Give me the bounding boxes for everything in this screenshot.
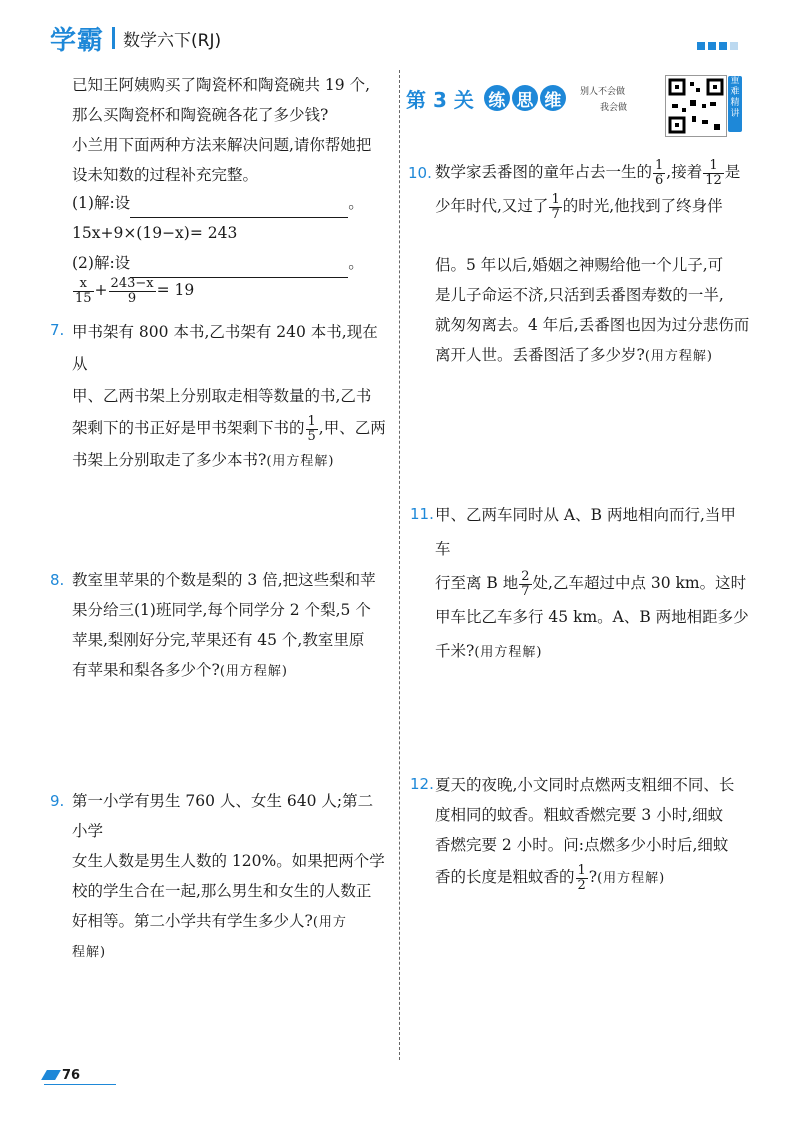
- q7-line: ,甲、乙两: [318, 419, 386, 437]
- page-underline: [44, 1084, 116, 1085]
- solution-1-label: (1)解:设: [72, 194, 131, 212]
- solution-end: 。: [348, 194, 364, 212]
- question-10-cont: [435, 250, 750, 372]
- solution-1-equation: 15x+9×(19−x)= 243: [72, 224, 238, 242]
- solution-end: 。: [348, 254, 364, 272]
- q7-line: 甲书架有 800 本书,乙书架有 240 本书,现在从: [72, 323, 378, 373]
- q8-line: 教室里苹果的个数是梨的 3 倍,把这些梨和苹: [72, 571, 376, 589]
- q11-line: 甲、乙两车同时从 A、B 两地相向而行,当甲车: [435, 506, 736, 558]
- q9-hint: 程解): [72, 945, 107, 960]
- solution-1: [72, 188, 388, 278]
- page-marker-icon: [41, 1070, 61, 1080]
- section-title: 第 3 关: [406, 87, 474, 112]
- question-number-9: 9.: [50, 792, 65, 810]
- question-number-11: 11.: [410, 505, 434, 523]
- qr-side-label: 重难精讲: [728, 76, 742, 132]
- fraction: $\frac{2}{7}$: [521, 568, 530, 599]
- q8-hint: (用方程解): [219, 664, 288, 679]
- q9-line: 第一小学有男生 760 人、女生 640 人;第二小学: [72, 792, 374, 840]
- q9-line: 女生人数是男生人数的 120%。如果把两个学: [72, 852, 385, 870]
- header-dots: [697, 42, 738, 50]
- section-pill: [484, 85, 566, 111]
- q11-hint: (用方程解): [474, 645, 543, 660]
- question-7: [72, 316, 388, 478]
- q12-line: 度相同的蚊香。粗蚊香燃完要 3 小时,细蚊: [435, 806, 724, 824]
- q12-line: 香燃完要 2 小时。问:点燃多少小时后,细蚊: [435, 836, 729, 854]
- intro-line: 设未知数的过程补充完整。: [72, 166, 259, 184]
- q10-line: ,接着: [666, 163, 703, 181]
- q11-line: 行至离 B 地: [435, 574, 519, 592]
- question-number-12: 12.: [410, 775, 434, 793]
- question-number-7: 7.: [50, 321, 65, 339]
- column-divider: [399, 70, 400, 1060]
- q8-line: 有苹果和梨各多少个?: [72, 661, 220, 679]
- brand-header: [50, 22, 221, 54]
- question-9: [72, 786, 388, 968]
- q8-line: 苹果,梨刚好分完,苹果还有 45 个,教室里原: [72, 631, 365, 649]
- brand-logo: 学霸: [50, 25, 105, 56]
- pill-char: 练: [484, 85, 510, 111]
- fraction: $\frac{243-x}{9}$: [110, 275, 154, 306]
- fraction: $\frac{1}{2}$: [577, 862, 586, 893]
- fraction: $\frac{1}{12}$: [705, 157, 722, 188]
- q10-line: 离开人世。丢番图活了多少岁?: [435, 346, 645, 364]
- pill-char: 思: [512, 85, 538, 111]
- q10-line: 的时光,他找到了终身伴: [562, 197, 723, 215]
- q10-hint: (用方程解): [644, 349, 713, 364]
- question-10: [435, 155, 750, 223]
- solution-2-equation: $\frac{x}{15}$ + $\frac{243-x}{9}$ = 19: [75, 275, 195, 306]
- q7-line: 架剩下的书正好是甲书架剩下书的: [72, 419, 305, 437]
- q11-line: 千米?: [435, 642, 475, 660]
- question-8: [72, 565, 388, 687]
- page-number: 76: [62, 1068, 81, 1083]
- q10-line: 是: [724, 163, 741, 181]
- q9-hint: (用方: [312, 915, 347, 930]
- q12-line: 夏天的夜晚,小文同时点燃两支粗细不同、长: [435, 776, 735, 794]
- q10-line: 数学家丢番图的童年占去一生的: [435, 163, 653, 181]
- q12-line: 香的长度是粗蚊香的: [435, 868, 575, 886]
- q12-line: ?: [588, 868, 598, 886]
- question-11: [435, 498, 750, 670]
- q8-line: 果分给三(1)班同学,每个同学分 2 个梨,5 个: [72, 601, 371, 619]
- book-subtitle: 数学六下(RJ): [123, 30, 222, 51]
- q7-line: 甲、乙两书架上分别取走相等数量的书,乙书: [72, 387, 372, 405]
- question-number-10: 10.: [408, 164, 432, 182]
- q12-hint: (用方程解): [597, 871, 666, 886]
- qr-code[interactable]: [665, 75, 727, 137]
- brand-separator: [112, 27, 115, 49]
- q7-line: 书架上分别取走了多少本书?: [72, 451, 267, 469]
- q11-line: 处,乙车超过中点 30 km。这时: [532, 574, 747, 592]
- q10-line: 就匆匆离去。4 年后,丢番图也因为过分悲伤而: [435, 316, 750, 334]
- section-badge: [406, 80, 566, 116]
- section-tag-2: 我会做: [600, 103, 628, 113]
- fraction: $\frac{1}{5}$: [307, 413, 316, 444]
- q10-line: 是儿子命运不济,只活到丢番图寿数的一半,: [435, 286, 724, 304]
- question-number-8: 8.: [50, 571, 65, 589]
- intro-line: 小兰用下面两种方法来解决问题,请你帮她把: [72, 136, 372, 154]
- question-12: [435, 770, 750, 896]
- q11-line: 甲车比乙车多行 45 km。A、B 两地相距多少: [435, 608, 749, 626]
- fraction: $\frac{x}{15}$: [75, 275, 92, 306]
- q10-line: 侣。5 年以后,婚姻之神赐给他一个儿子,可: [435, 256, 724, 274]
- q9-line: 好相等。第二小学共有学生多少人?: [72, 912, 313, 930]
- section-tag-1: 别人不会做: [580, 87, 626, 97]
- q9-line: 校的学生合在一起,那么男生和女生的人数正: [72, 882, 372, 900]
- fraction: $\frac{1}{6}$: [655, 157, 664, 188]
- intro-line: 已知王阿姨购买了陶瓷杯和陶瓷碗共 19 个,: [72, 76, 371, 94]
- intro-line: 那么买陶瓷杯和陶瓷碗各花了多少钱?: [72, 106, 329, 124]
- q10-line: 少年时代,又过了: [435, 197, 549, 215]
- q7-hint: (用方程解): [266, 454, 335, 469]
- solution-2-label: (2)解:设: [72, 254, 131, 272]
- intro-text: [72, 70, 388, 190]
- pill-char: 维: [540, 85, 566, 111]
- fraction: $\frac{1}{7}$: [551, 191, 560, 222]
